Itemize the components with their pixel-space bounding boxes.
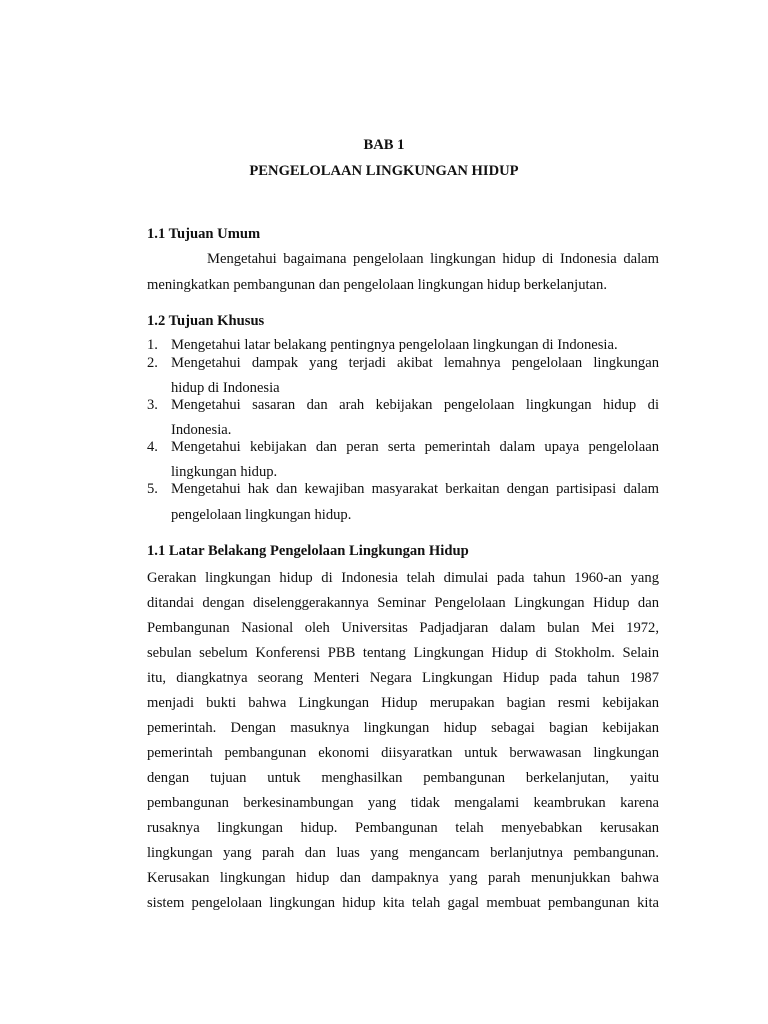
paragraph-line: pembangunan berkesinambungan yang tidak mengalami keambrukan karena	[147, 795, 659, 811]
paragraph-line: sebulan sebelum Konferensi PBB tentang Lingkungan Hidup di Stokholm. Selain	[147, 645, 659, 661]
paragraph-line: Pembangunan Nasional oleh Universitas Padjadjaran dalam bulan Mei 1972,	[147, 620, 659, 636]
paragraph-line: meningkatkan pembangunan dan pengelolaan lingkungan hidup berkelanjutan.	[147, 277, 607, 293]
paragraph-line: ditandai dengan diselenggerakannya Seminar Pengelolaan Lingkungan Hidup dan	[147, 595, 659, 611]
chapter-title: PENGELOLAAN LINGKUNGAN HIDUP	[249, 163, 519, 179]
list-item-number: 1.	[147, 337, 158, 353]
list-item-line: Indonesia.	[171, 422, 232, 438]
paragraph-line: Gerakan lingkungan hidup di Indonesia telah dimulai pada tahun 1960-an yang	[147, 570, 659, 586]
paragraph-line: Mengetahui bagaimana pengelolaan lingkungan hidup di Indonesia dalam	[207, 251, 659, 267]
paragraph-line: lingkungan yang parah dan luas yang mengancam berlanjutnya pembangunan.	[147, 845, 659, 861]
paragraph-line: itu, diangkatnya seorang Menteri Negara Lingkungan Hidup pada tahun 1987	[147, 670, 659, 686]
list-item-line: hidup di Indonesia	[171, 380, 280, 396]
list-item-line: Mengetahui latar belakang pentingnya pengelolaan lingkungan di Indonesia.	[171, 337, 618, 353]
list-item-line: lingkungan hidup.	[171, 464, 278, 480]
list-item-number: 4.	[147, 439, 158, 455]
list-item-line: Mengetahui hak dan kewajiban masyarakat berkaitan dengan partisipasi dalam	[171, 481, 659, 497]
paragraph-line: dengan tujuan untuk menghasilkan pembangunan berkelanjutan, yaitu	[147, 770, 659, 786]
list-item-line: Mengetahui sasaran dan arah kebijakan pengelolaan lingkungan hidup di	[171, 397, 659, 413]
paragraph-line: rusaknya lingkungan hidup. Pembangunan telah menyebabkan kerusakan	[147, 820, 659, 836]
section-heading-latar-belakang: 1.1 Latar Belakang Pengelolaan Lingkungan Hidup	[147, 543, 469, 559]
list-item-line: Mengetahui dampak yang terjadi akibat lemahnya pengelolaan lingkungan	[171, 355, 659, 371]
list-item-number: 3.	[147, 397, 158, 413]
paragraph-line: pemerintah. Dengan masuknya lingkungan hidup sebagai bagian kebijakan	[147, 720, 659, 736]
list-item-number: 5.	[147, 481, 158, 497]
paragraph-line: Kerusakan lingkungan hidup dan dampaknya yang parah menunjukkan bahwa	[147, 870, 659, 886]
list-item-line: Mengetahui kebijakan dan peran serta pemerintah dalam upaya pengelolaan	[171, 439, 659, 455]
paragraph-line: menjadi bukti bahwa Lingkungan Hidup merupakan bagian resmi kebijakan	[147, 695, 659, 711]
list-item-line: pengelolaan lingkungan hidup.	[171, 507, 352, 523]
section-heading-tujuan-khusus: 1.2 Tujuan Khusus	[147, 313, 265, 329]
list-item-number: 2.	[147, 355, 158, 371]
chapter-number: BAB 1	[363, 137, 405, 153]
section-heading-tujuan-umum: 1.1 Tujuan Umum	[147, 226, 261, 242]
paragraph-line: pemerintah pembangunan ekonomi diisyaratkan untuk berwawasan lingkungan	[147, 745, 659, 761]
paragraph-line: sistem pengelolaan lingkungan hidup kita telah gagal membuat pembangunan kita	[147, 895, 659, 911]
